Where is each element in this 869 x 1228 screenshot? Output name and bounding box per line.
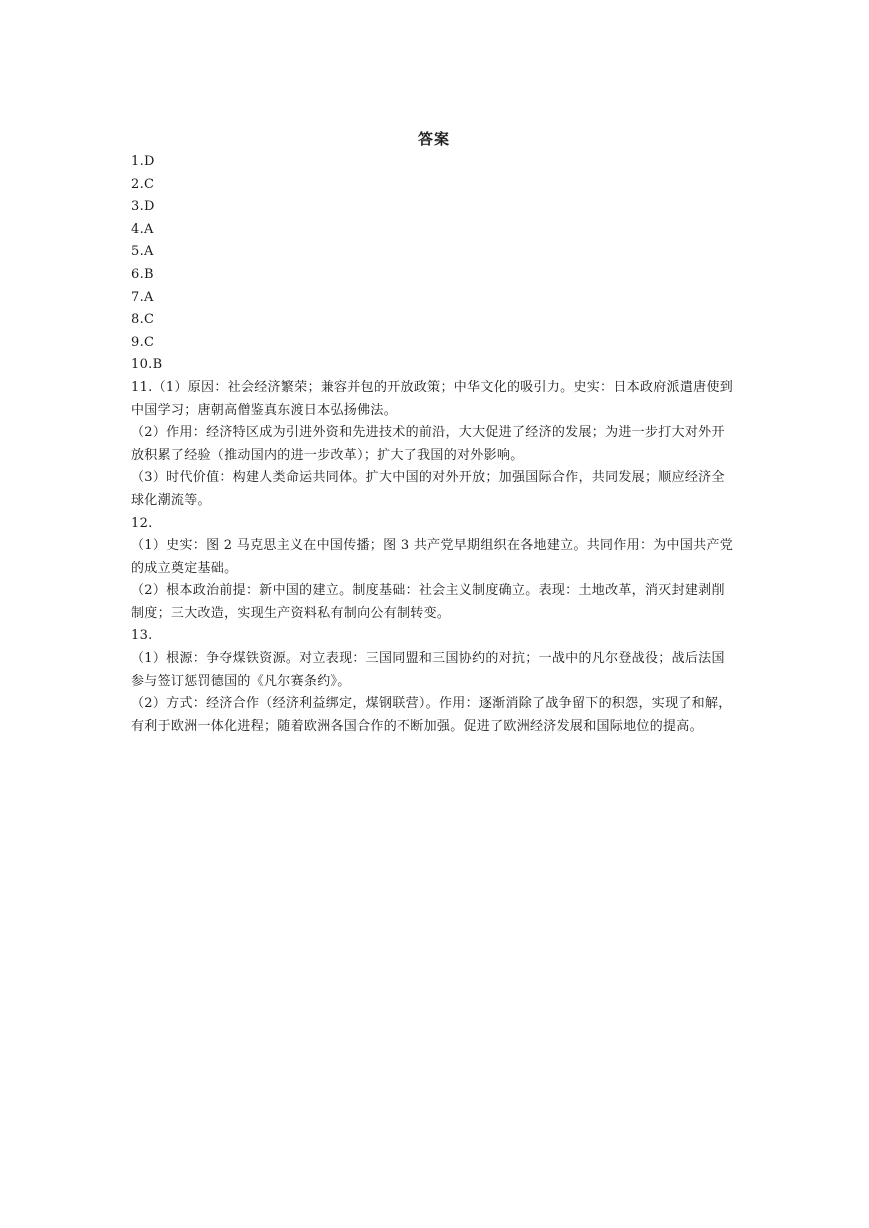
q11-part1: 11.（1）原因：社会经济繁荣；兼容并包的开放政策；中华文化的吸引力。史实：日本政府派遣唐使到中国学习；唐朝高僧鉴真东渡日本弘扬佛法。 (131, 379, 734, 418)
answer-line: 3.D (131, 199, 155, 215)
answer-line: 5.A (131, 244, 154, 260)
page-title: 答案 (417, 130, 450, 148)
answer-line: 1.D (131, 154, 155, 169)
answer-line: 10.B (131, 357, 163, 373)
answer-line: 4.A (131, 221, 154, 237)
q11-part3: （3）时代价值：构建人类命运共同体。扩大中国的对外开放；加强国际合作，共同发展；顺应经济全球化潮流等。 (131, 470, 725, 508)
answer-line: 7.A (131, 289, 154, 305)
answer-line: 8.C (131, 312, 155, 328)
q13-number: 13. (131, 628, 153, 644)
q12-number: 12. (131, 515, 153, 531)
q12-part1: （1）史实：图 2 马克思主义在中国传播；图 3 共产党早期组织在各地建立。共同作用：为中国共产党的成立奠定基础。 (131, 538, 734, 576)
answer-line: 9.C (131, 334, 155, 350)
q13-part2: （2）方式：经济合作（经济利益绑定，煤钢联营）。作用：逐渐消除了战争留下的积怨，实现了和解，有利于欧洲一体化进程；随着欧洲各国合作的不断加强。促进了欧洲经济发展和国际地位的提高。 (131, 696, 732, 734)
answer-content (131, 129, 737, 738)
answer-line: 6.B (131, 266, 154, 282)
q11-part2: （2）作用：经济特区成为引进外资和先进技术的前沿，大大促进了经济的发展；为进一步打大对外开放积累了经验（推动国内的进一步改革）；扩大了我国的对外影响。 (131, 425, 725, 463)
q13-part1: （1）根源：争夺煤铁资源。对立表现：三国同盟和三国协约的对抗；一战中的凡尔登战役；战后法国参与签订惩罚德国的《凡尔赛条约》。 (131, 651, 725, 689)
answer-line: 2.C (131, 176, 155, 192)
q12-part2: （2）根本政治前提：新中国的建立。制度基础：社会主义制度确立。表现：土地改革，消灭封建剥削制度；三大改造，实现生产资料私有制向公有制转变。 (131, 583, 725, 621)
